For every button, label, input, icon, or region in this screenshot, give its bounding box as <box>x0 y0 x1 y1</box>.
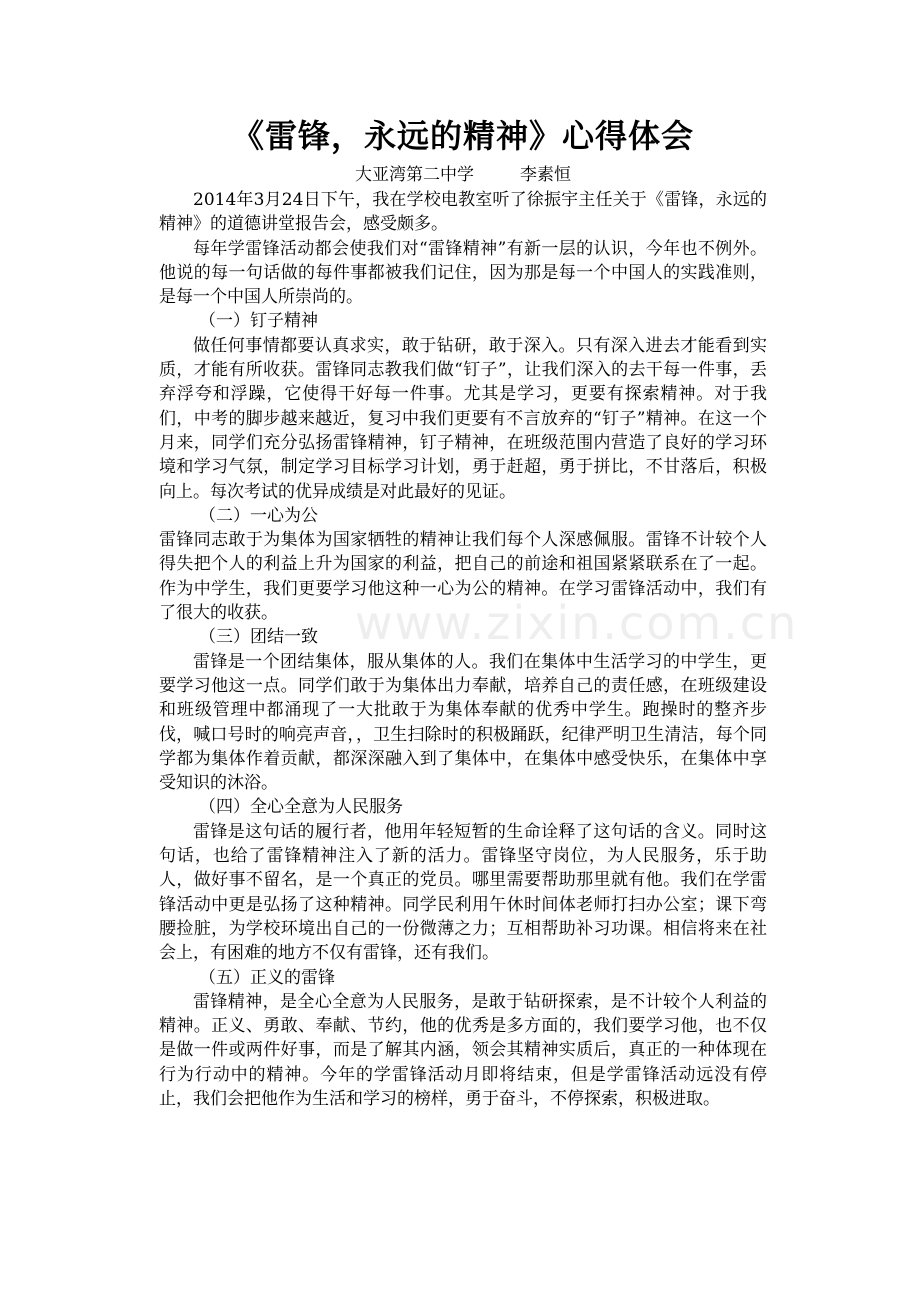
section-heading-3: （三）团结一致 <box>199 627 318 648</box>
section-body-3: 雷锋是一个团结集体，服从集体的人。我们在集体中生活学习的中学生，更要学习他这一点。同学们敢于为集体出力奉献，培养自己的责任感，在班级建设和班级管理中都涌现了一大批敢于为集体奉献的优秀中学生。跑操时的整齐步伐，喊口号时的响亮声音，，卫生扫除时的积极踊跃，纪律严明卫生清洁，每个同学都为集体作着贡献，都深深融入到了集体中，在集体中感受快乐，在集体中享受知识的沐浴。 <box>159 651 767 794</box>
document-title: 《雷锋，永远的精神》心得体会 <box>231 117 694 155</box>
section-body-2: 雷锋同志敢于为集体为国家牺牲的精神让我们每个人深感佩服。雷锋不计较个人得失把个人的利益上升为国家的利益，把自己的前途和祖国紧紧联系在了一起。作为中学生，我们更要学习他这种一心为公的精神。在学习雷锋活动中，我们有了很大的收获。 <box>159 530 767 624</box>
author-name: 李素恒 <box>520 165 571 185</box>
intro-paragraph: 2014年3月24日下午，我在学校电教室听了徐振宇主任关于《雷锋，永远的精神》的道德讲堂报告会，感受颇多。 <box>159 190 767 235</box>
section-body-1: 做任何事情都要认真求实，敢于钻研，敢于深入。只有深入进去才能看到实质，才能有所收获。雷锋同志教我们做“钉子”，让我们深入的去干每一件事，丢弃浮夸和浮躁，它使得干好每一件事。尤其是学习，更要有探索精神。对于我们，中考的脚步越来越近，复习中我们更要有不言放弃的“钉子”精神。在这一个月来，同学们充分弘扬雷锋精神，钉子精神，在班级范围内营造了良好的学习环境和学习气氛，制定学习目标学习计划，勇于赶超，勇于拼比，不甘落后，积极向上。每次考试的优异成绩是对此最好的见证。 <box>159 335 767 502</box>
byline <box>159 162 767 188</box>
section-heading-5: （五）正义的雷锋 <box>199 967 335 988</box>
section-heading-1: （一）钉子精神 <box>199 311 318 332</box>
section-body-5: 雷锋精神，是全心全意为人民服务，是敢于钻研探索，是不计较个人利益的精神。正义、勇敢、奉献、节约，他的优秀是多方面的，我们要学习他，也不仅是做一件或两件好事，而是了解其内涵，领会其精神实质后，真正的一种体现在行为行动中的精神。今年的学雷锋活动月即将结束，但是学雷锋活动远没有停止，我们会把他作为生活和学习的榜样，勇于奋斗，不停探索，积极进取。 <box>159 991 767 1109</box>
section-heading-2: （二）一心为公 <box>199 505 318 526</box>
section-body-4: 雷锋是这句话的履行者，他用年轻短暂的生命诠释了这句话的含义。同时这句话，也给了雷锋精神注入了新的活力。雷锋坚守岗位，为人民服务，乐于助人，做好事不留名，是一个真正的党员。哪里需要帮助那里就有他。我们在学雷锋活动中更是弘扬了这种精神。同学民利用午休时间体老师打扫办公室；课下弯腰捡脏，为学校环境出自己的一份微薄之力；互相帮助补习功课。相信将来在社会上，有困难的地方不仅有雷锋，还有我们。 <box>159 821 767 964</box>
watermark-text: www.zixin.com.cn <box>355 596 799 650</box>
document-content <box>159 110 767 1111</box>
section-heading-4: （四）全心全意为人民服务 <box>199 797 403 818</box>
school-name: 大亚湾第二中学 <box>355 165 474 185</box>
paragraph-1: 每年学雷锋活动都会使我们对“雷锋精神”有新一层的认识，今年也不例外。他说的每一句话做的每件事都被我们记住，因为那是每一个中国人的实践准则，是每一个中国人所崇尚的。 <box>159 238 767 308</box>
